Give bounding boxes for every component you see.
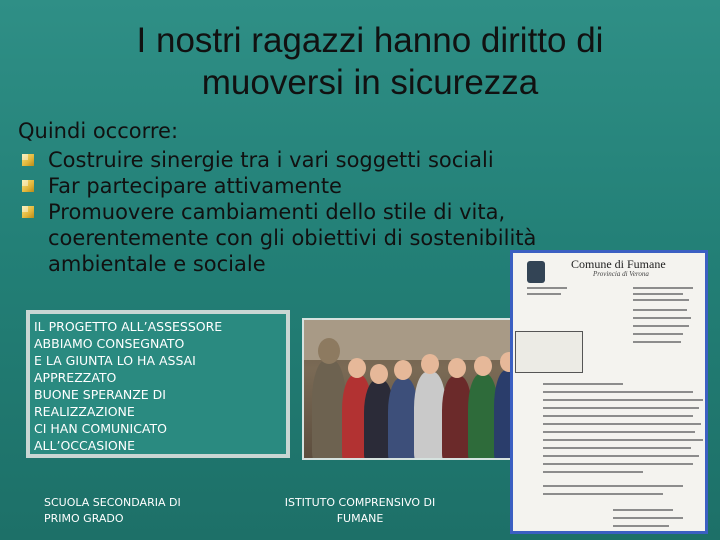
letter-text-line xyxy=(613,509,673,511)
bullet-item xyxy=(18,173,588,199)
note-line: E LA GIUNTA LO HA ASSAI xyxy=(34,353,196,368)
note-line: APPREZZATO xyxy=(34,370,117,385)
bullet-text: Costruire sinergie tra i vari soggetti sociali xyxy=(48,148,494,172)
letter-text-line xyxy=(543,407,699,409)
bullet-text: Promuovere cambiamenti dello stile di vita, coerentemente con gli obiettivi di sostenibilità ambientale e sociale xyxy=(48,200,537,276)
note-line: ABBIAMO CONSEGNATO xyxy=(34,336,185,351)
title-line-2: muoversi in sicurezza xyxy=(201,63,539,102)
municipal-crest-icon xyxy=(527,261,545,283)
photo-head xyxy=(448,358,466,378)
bullet-text: Far partecipare attivamente xyxy=(48,174,342,198)
letter-text-line xyxy=(543,485,683,487)
letter-text-line xyxy=(543,423,701,425)
letter-header: Comune di Fumane xyxy=(571,257,666,271)
letter-text-line xyxy=(543,463,693,465)
letter-text-line xyxy=(633,333,683,335)
slide-title xyxy=(60,20,680,104)
footer-institute xyxy=(268,495,452,527)
bullet-item xyxy=(18,147,588,173)
letter-text-line xyxy=(527,287,567,289)
bullet-list xyxy=(18,147,588,277)
letter-text-line xyxy=(543,493,663,495)
letter-text-line xyxy=(633,341,681,343)
project-note-box xyxy=(26,310,290,458)
letter-text-line xyxy=(633,287,693,289)
letter-text-line xyxy=(543,391,693,393)
photo-head xyxy=(394,360,412,380)
letter-text-line xyxy=(543,439,703,441)
photo-figure xyxy=(312,360,346,460)
note-line: BUONE SPERANZE DI xyxy=(34,387,166,402)
photo-head xyxy=(370,364,388,384)
letter-text-line xyxy=(633,317,691,319)
footer-institute-line-1: ISTITUTO COMPRENSIVO DI xyxy=(284,496,436,509)
photo-head xyxy=(474,356,492,376)
letter-text-line xyxy=(543,447,691,449)
letter-text-line xyxy=(543,431,695,433)
footer-institute-line-2: FUMANE xyxy=(336,512,384,525)
title-line-1: I nostri ragazzi hanno diritto di xyxy=(136,21,604,60)
note-line: ALL’OCCASIONE xyxy=(34,438,136,453)
letter-text-line xyxy=(633,299,689,301)
note-line: IL PROGETTO ALL’ASSESSORE xyxy=(34,319,223,334)
letter-text-line xyxy=(633,309,687,311)
letter-text-line xyxy=(543,383,623,385)
footer-school xyxy=(44,495,181,527)
letter-text-line xyxy=(543,415,693,417)
note-line: REALIZZAZIONE xyxy=(34,404,135,419)
intro-text: Quindi occorre: xyxy=(18,119,179,143)
bullet-diamond-icon xyxy=(22,154,34,166)
letter-text-line xyxy=(543,455,699,457)
photo-head xyxy=(318,338,340,364)
bullet-diamond-icon xyxy=(22,180,34,192)
letter-text-line xyxy=(543,471,643,473)
letter-text-line xyxy=(633,293,683,295)
letter-subheader: Provincia di Verona xyxy=(593,270,649,278)
letter-text-line xyxy=(543,399,703,401)
group-photo xyxy=(302,318,522,460)
bullet-item xyxy=(18,199,588,277)
letter-text-line xyxy=(613,525,669,527)
protocol-stamp xyxy=(515,331,583,373)
photo-head xyxy=(421,354,439,374)
official-letter xyxy=(510,250,708,534)
bullet-diamond-icon xyxy=(22,206,34,218)
letter-text-line xyxy=(633,325,689,327)
letter-text-line xyxy=(613,517,683,519)
footer-school-line-2: PRIMO GRADO xyxy=(44,512,124,525)
letter-text-line xyxy=(527,293,561,295)
note-line: CI HAN COMUNICATO xyxy=(34,421,167,436)
footer-school-line-1: SCUOLA SECONDARIA DI xyxy=(44,496,181,509)
photo-head xyxy=(348,358,366,378)
